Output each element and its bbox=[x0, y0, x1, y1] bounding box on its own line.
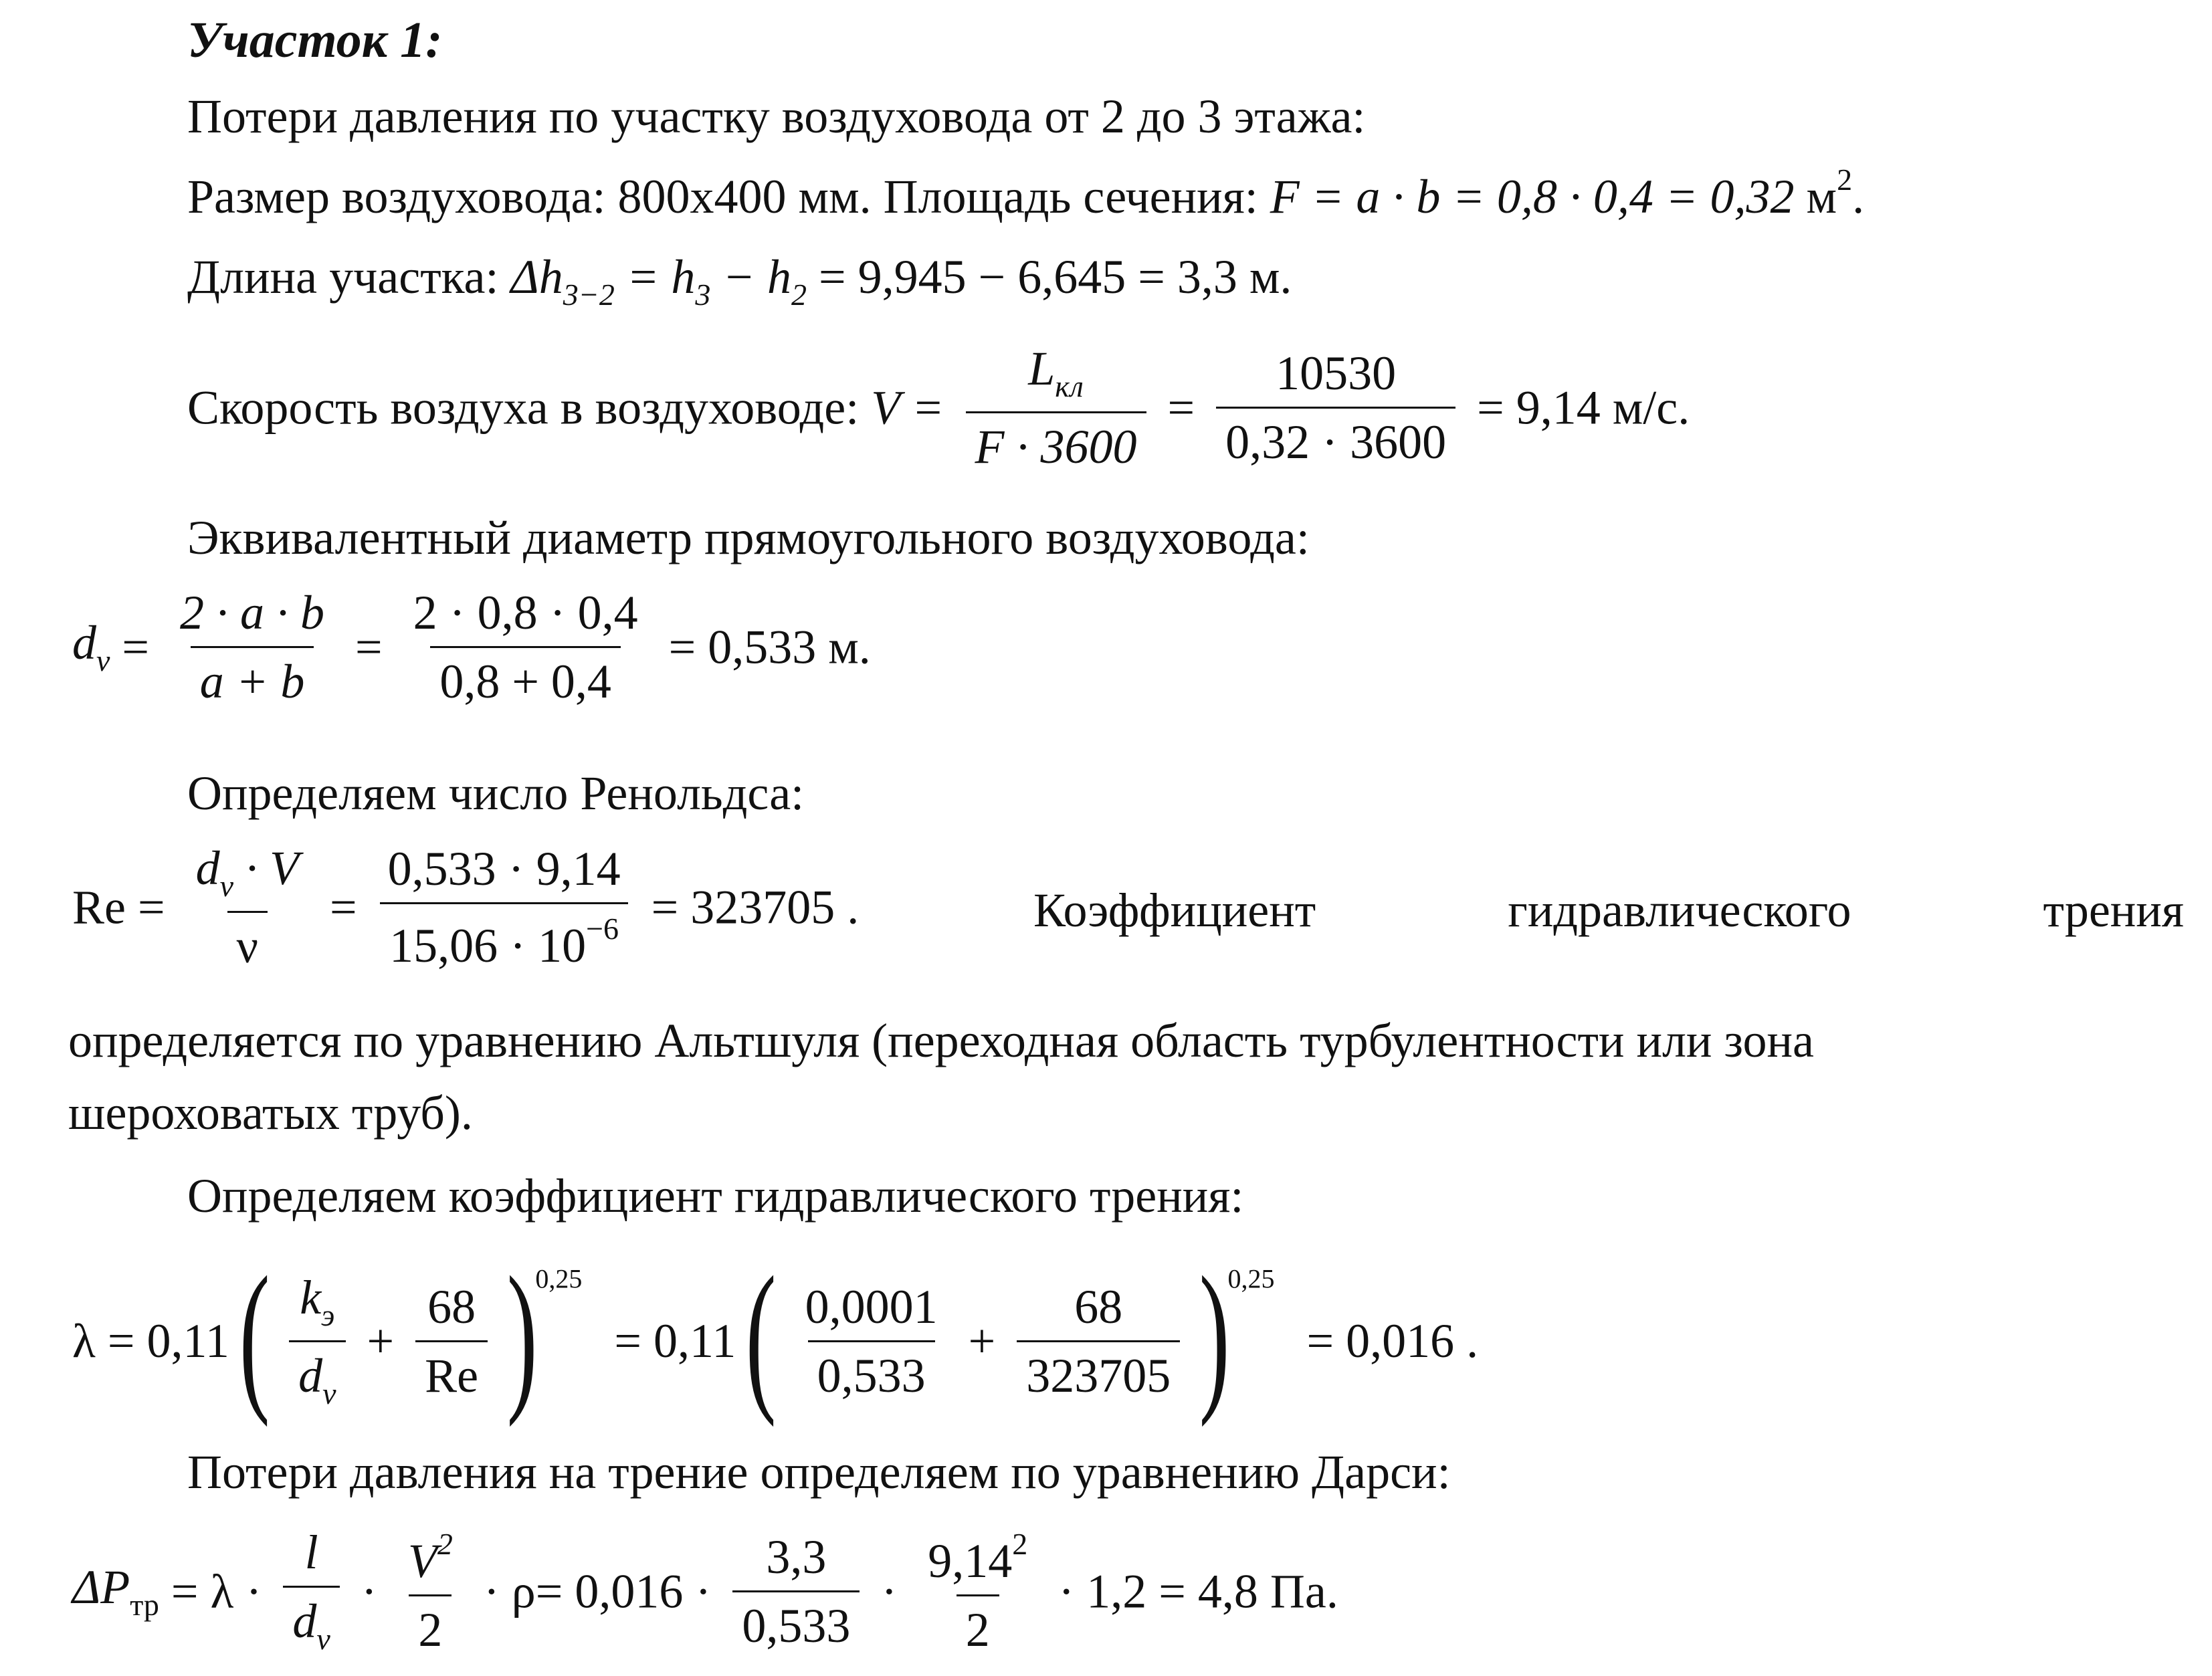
friction-formula: λ = 0,11 ( $\frac{k_э}{d_v}$ + $\frac{68}{Re}$ )$^{0,25}$ = 0,11 ( $\frac{0,0001}{0,533}$ + $\frac{68}{323705}$ )$^{0,25}$ = 0,016 . bbox=[72, 1243, 1479, 1428]
paragraph-pressure-loss: Потери давления по участку воздуховода от 2 до 3 этажа: bbox=[187, 90, 1366, 143]
area-formula: F = a · b = 0,8 · 0,4 = 0,32 bbox=[1270, 170, 1795, 223]
duct-size-line: Размер воздуховода: 800х400 мм. Площадь сечения: F = a · b = 0,8 · 0,4 = 0,32 $м^2$. bbox=[187, 163, 1865, 223]
darcy-fraction-3: $\frac{3,3}{0,533}$ bbox=[732, 1533, 860, 1650]
darcy-fraction-4: $\frac{9,14^2}{2}$ bbox=[928, 1527, 1028, 1657]
speed-fraction-1: $\frac{L_{кл}}{F \cdot 3600}$ bbox=[966, 344, 1146, 471]
reynolds-fraction-2: $\frac{0,533 \cdot 9,14}{15,06 \cdot 10^{-6}}$ bbox=[379, 845, 630, 970]
friction-fraction-4: $\frac{68}{323705}$ bbox=[1017, 1283, 1180, 1400]
friction-fraction-2: $\frac{68}{Re}$ bbox=[415, 1283, 488, 1400]
section-heading: Участок 1: bbox=[187, 12, 443, 68]
darcy-fraction-1: $\frac{l}{d_v}$ bbox=[283, 1528, 339, 1655]
duct-size-text: Размер воздуховода: 800х400 мм. Площадь сечения: bbox=[187, 170, 1270, 223]
length-line: Длина участка: $\Delta h_{3-2} = h_3 - h_2 = 9,945 - 6,645 = 3,3$ м. bbox=[187, 250, 1292, 312]
equiv-fraction-2: $\frac{2 \cdot 0,8 \cdot 0,4}{0,8 + 0,4}$ bbox=[413, 586, 638, 708]
equiv-diameter-formula: $d_v$ = $\frac{2 \cdot a \cdot b}{a + b}$ = $\frac{2 \cdot 0,8 \cdot 0,4}{0,8 + 0,4}$ = 0,533 м. bbox=[72, 586, 871, 708]
darcy-formula: $\Delta P_{тр} = \lambda$ · $\frac{l}{d_v}$ · $\frac{V^2}{2}$ · ρ= 0,016 · $\frac{3,3}{0,533}$ · $\frac{9,14^2}{2}$ · 1,2 = 4,8 Па. bbox=[72, 1526, 1338, 1657]
length-text: Длина участка: bbox=[187, 250, 511, 304]
darcy-text: Потери давления на трение определяем по уравнению Дарси: bbox=[187, 1445, 1451, 1499]
friction-fraction-1: $\frac{k_э}{d_v}$ bbox=[289, 1273, 345, 1409]
darcy-fraction-2: $\frac{V^2}{2}$ bbox=[407, 1527, 453, 1657]
reynolds-text: Определяем число Ренольдса: bbox=[187, 766, 805, 820]
speed-line: Скорость воздуха в воздуховоде: V = $\frac{L_{кл}}{F \cdot 3600}$ = $\frac{10530}{0,32 \cdot 3600}$ = 9,14 м/с. bbox=[187, 342, 1690, 474]
paragraph-altshul-2: шероховатых труб). bbox=[68, 1086, 473, 1140]
reynolds-formula: Re = $\frac{d_v \cdot V}{\nu}$ = $\frac{0,533 \cdot 9,14}{15,06 \cdot 10^{-6}}$ = 323705 . bbox=[72, 841, 860, 973]
equiv-fraction-1: $\frac{2 \cdot a \cdot b}{a + b}$ bbox=[180, 586, 325, 708]
length-formula: $\Delta h_{3-2} = h_3 - h_2$ bbox=[510, 250, 807, 312]
equiv-diameter-text: Эквивалентный диаметр прямоугольного воздуховода: bbox=[187, 511, 1310, 564]
reynolds-justified-words: Коэффициент гидравлического трения bbox=[1033, 883, 2184, 937]
speed-fraction-2: $\frac{10530}{0,32 \cdot 3600}$ bbox=[1216, 349, 1455, 466]
friction-text: Определяем коэффициент гидравлического трения: bbox=[187, 1169, 1244, 1223]
area-unit: м bbox=[1806, 170, 1837, 223]
friction-fraction-3: $\frac{0,0001}{0,533}$ bbox=[805, 1279, 938, 1402]
speed-text: Скорость воздуха в воздуховоде: bbox=[187, 381, 872, 435]
reynolds-fraction-1: $\frac{d_v \cdot V}{\nu}$ bbox=[195, 841, 299, 973]
paragraph-altshul-1: определяется по уравнению Альтшуля (переходная область турбулентности или зона bbox=[68, 1014, 1814, 1067]
